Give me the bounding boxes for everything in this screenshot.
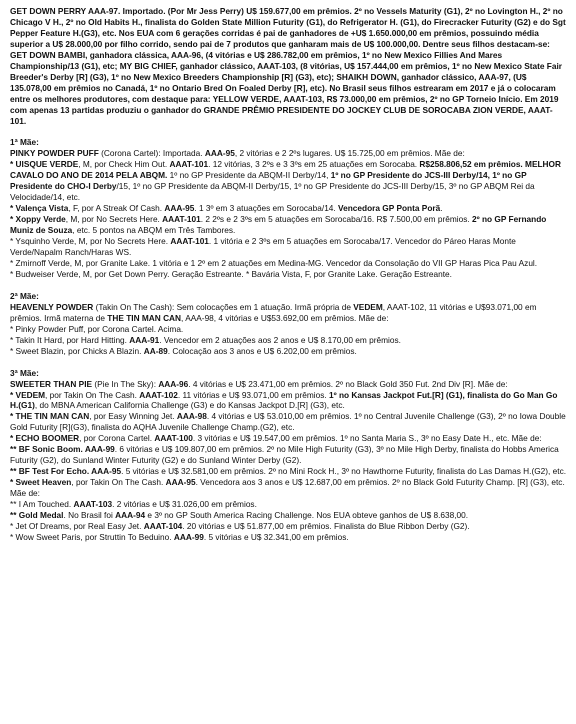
text-run: AAA-91 <box>129 334 160 345</box>
text-run: Vencedora GP Ponta Porã <box>338 203 441 214</box>
text-run: * Sweet Heaven <box>10 477 72 488</box>
offspring-entry <box>10 390 568 412</box>
offspring-entry <box>10 159 568 203</box>
text-run: * Sweet Blazin, por Chicks A Blazin. <box>10 345 144 356</box>
text-run: , por Corona Cartel. <box>79 433 155 444</box>
text-run: * Takin It Hard, por Hard Hitting. <box>10 334 130 345</box>
text-run: , do MBNA American California Challenge (G3) e do Kansas Jackpot D.[R] (G3), etc. <box>34 400 345 411</box>
text-run: . 11 vitórias e U$ 93.071,00 em prêmios. <box>177 389 329 400</box>
text-run: . 20 vitórias e U$ 51.877,00 em prêmios. Finalista do Blue Ribbon Derby (G2). <box>182 520 470 531</box>
text-run: . 4 vitórias e U$ 53.010,00 em prêmios. 1º no Central Juvenile Challenge (G3), 2º no Iowa Double Gold Futurity [R](G3), finalista do AQHA Juvenile Challenge Champ.(G2), etc. <box>10 411 566 433</box>
text-run: (Takin On The Cash): Sem colocações em 1 atuação. Irmã própria de <box>93 301 354 312</box>
text-run: * Zmirnoff Verde, M, por Granite Lake. 1 vitória e 1 2º em 2 atuações em Medina-MG. Vencedor da Consolação do VII GP Haras Pica Pau Azul. <box>10 257 538 268</box>
text-run: AAAT-100 <box>154 433 193 444</box>
offspring-entry <box>10 510 568 521</box>
text-run: AAAT-104 <box>143 520 183 531</box>
text-run: * THE TIN MAN CAN <box>10 411 90 422</box>
text-run: PINKY POWDER PUFF <box>10 148 99 159</box>
text-run: , AAAT-102, 11 vitórias e U$93.071,00 em prêmios. Irmã materna de <box>10 301 537 323</box>
text-run: AAA-96 <box>158 378 189 389</box>
dam-entry <box>10 148 568 159</box>
offspring-entry <box>10 214 568 236</box>
text-run: , M, por Check Him Out. <box>78 159 170 170</box>
text-run: AA-89 <box>143 345 168 356</box>
text-run: (Pie In The Sky): <box>92 378 159 389</box>
text-run: ** BF Test For Echo. AAA-95 <box>10 466 122 477</box>
text-run: . 5 vitórias e U$ 32.581,00 em prêmios. 2º no Mini Rock H., 3º no Hawthorne Futurity, finalista do Las Damas H.(G2), etc. <box>121 466 567 477</box>
offspring-entry <box>10 499 568 510</box>
text-run: AAA-95 <box>165 477 196 488</box>
sire-description: GET DOWN PERRY AAA-97. Importado. (Por Mr Jess Perry) U$ 159.677,00 em prêmios. 2º no Vessels Maturity (G1), 2º no Lovington H., 2º no Chicago V H., 2º no Old Habits H., finalista do Golden State Million Futurity (G1), do Refrigerator H. (G1), do Firecracker Futurity (G2) e do Sgt Pepper Feature H.(G3), etc. Nos EUA com 6 gerações corridas é pai de ganhadores de +U$ 1.650.000,00 em prêmios, possuindo média superior a U$ 28.000,00 por filho corrido, sendo pai de 7 produtos que ganharam mais de U$ 100.000,00. Dentre seus filhos destacam-se: GET DOWN BAMBI, ganhadora clássica, AAA-96, (4 vitórias e U$ 286.782,00 em prêmios, 1º no New Mexico Fillies And Mares Championship/13 (G1), etc; MY BIG CHIEF, ganhador clássico, AAAT-103, (8 vitórias, U$ 157.444,00 em prêmios, 1º no New Mexico State Fair Breeder's Derby [R] (G3), 1º no New Mexico Breeders Championship [R] (G3), etc); SHAIKH DOWN, ganhador clássico, AAA-97, (U$ 135.078,00 em prêmios no Canadá, 1º no Ontario Bred On Foaled Derby [R], etc). No Brasil seus filhos estrearam em 2017 e já o colocaram entre os melhores produtores, com destaque para: YELLOW VERDE, AAAT-103, R$ 73.000,00 em prêmios, 2º no GP Torneio Início. Em 2019 com apenas 13 partidas produziu o ganhador do GRANDE PRÊMIO PRESIDENTE DO JOCKEY CLUB DE SOROCABA ZION VERDE, AAAT-101. <box>10 6 566 126</box>
text-run: . 2 vitórias e U$ 31.026,00 em prêmios. <box>112 499 257 510</box>
text-run: . <box>440 203 443 214</box>
text-run: , M, por No Secrets Here. <box>65 214 163 225</box>
text-run: AAAT-102 <box>139 389 178 400</box>
text-run: 2º no GP Fernando Muniz de Souza <box>10 214 547 236</box>
offspring-entry <box>10 346 568 357</box>
text-run: * Jet Of Dreams, por Real Easy Jet. <box>10 520 144 531</box>
text-run: AAA-95 <box>204 148 235 159</box>
text-run: , por Takin On The Cash. <box>71 477 166 488</box>
offspring-entry <box>10 532 568 543</box>
text-run: . 4 vitórias e U$ 23.471,00 em prêmios. 2º no Black Gold 350 Fut. 2nd Div [R]. Mãe de: <box>188 378 508 389</box>
offspring-entry <box>10 269 568 280</box>
text-run: ** I Am Touched. <box>10 499 74 510</box>
text-run: * Valença Vista <box>10 203 69 214</box>
text-run: , por Takin On The Cash. <box>45 389 140 400</box>
offspring-entry <box>10 324 568 335</box>
offspring-entry <box>10 236 568 258</box>
dam-entry <box>10 379 568 390</box>
text-run: AAA-98 <box>176 411 207 422</box>
text-run: . 2 2ºs e 2 3ºs em 5 atuações em Sorocaba/16. R$ 7.500,00 em prêmios. <box>200 214 472 225</box>
offspring-entry <box>10 433 568 444</box>
section-heading: 1ª Mãe: <box>10 137 39 148</box>
dam-section <box>10 137 568 279</box>
text-run: * ECHO BOOMER <box>10 433 80 444</box>
text-run: , F, por A Streak Of Cash. <box>68 203 165 214</box>
text-run: AAA-94 <box>115 509 146 520</box>
text-run: THE TIN MAN CAN <box>107 312 182 323</box>
text-run: , por Easy Winning Jet. <box>89 411 177 422</box>
offspring-entry <box>10 444 568 466</box>
section-heading: 3ª Mãe: <box>10 367 39 378</box>
text-run: AAAT-101 <box>162 214 201 225</box>
text-run: * VEDEM <box>10 389 46 400</box>
text-run: . 5 vitórias e U$ 32.341,00 em prêmios. <box>203 531 349 542</box>
offspring-entry <box>10 477 568 499</box>
text-run: , 2 vitórias e 2 2ºs lugares. U$ 15.725,00 em prêmios. Mãe de: <box>234 148 465 159</box>
dam-entry <box>10 302 568 324</box>
text-run: * Budweiser Verde, M, por Get Down Perry. Geração Estreante. * Bavária Vista, F, por Granite Lake. Geração Estreante. <box>10 268 452 279</box>
text-run: 1º no GP Presidente da ABQM-II Derby/14, <box>167 170 331 181</box>
section-heading: 2ª Mãe: <box>10 290 39 301</box>
offspring-entry <box>10 203 568 214</box>
text-run: * UISQUE VERDE <box>10 159 79 170</box>
text-run: (Corona Cartel): Importada. <box>98 148 205 159</box>
text-run: e 3º no GP South America Racing Challenge. Nos EUA obteve ganhos de U$ 8.638,00. <box>145 509 469 520</box>
text-run: ** BF Sonic Boom. AAA-99 <box>10 444 115 455</box>
text-run: * Pinky Powder Puff, por Corona Cartel. Acima. <box>10 323 184 334</box>
text-run: * Ysquinho Verde, M, por No Secrets Here. <box>10 236 171 247</box>
text-run: . Colocação aos 3 anos e U$ 6.202,00 em prêmios. <box>167 345 357 356</box>
text-run: , AAA-98, 4 vitórias e U$53.692,00 em prêmios. Mãe de: <box>181 312 389 323</box>
dam-section <box>10 291 568 357</box>
text-run: 1º no GP Presidente do JCS-III Derby/14, 1º no GP Presidente do CHO-I Derby <box>10 170 527 192</box>
offspring-entry <box>10 466 568 477</box>
text-run: . 12 vitórias, 3 2ºs e 3 3ºs em 25 atuações em Sorocaba. <box>208 159 420 170</box>
text-run: VEDEM <box>353 301 383 312</box>
text-run: AAA-95 <box>164 203 195 214</box>
text-run: ** Gold Medal <box>10 509 64 520</box>
text-run: , etc. 5 pontos na ABQM em Três Tambores. <box>72 225 236 236</box>
text-run: HEAVENLY POWDER <box>10 301 94 312</box>
text-run: . No Brasil foi <box>63 509 116 520</box>
text-run: * Xoppy Verde <box>10 214 66 225</box>
dam-sections <box>10 137 568 542</box>
text-run: AAAT-101 <box>169 159 209 170</box>
text-run: 1º no Kansas Jackpot Fut.[R] (G1), finalista do Go Man Go H.(G1) <box>10 389 558 411</box>
offspring-entry <box>10 258 568 269</box>
text-run: SWEETER THAN PIE <box>10 378 93 389</box>
text-run: . Vencedor em 2 atuações aos 2 anos e U$ 8.170,00 em prêmios. <box>159 334 401 345</box>
offspring-entry <box>10 335 568 346</box>
text-run: . Vencedora aos 3 anos e U$ 12.687,00 em prêmios. 2º no Black Gold Futurity Champ. [R] (G3), etc. Mãe de: <box>10 477 565 499</box>
offspring-entry <box>10 521 568 532</box>
offspring-entry <box>10 411 568 433</box>
text-run: * Wow Sweet Paris, por Struttin To Beduino. <box>10 531 174 542</box>
text-run: AAAT-101 <box>170 236 209 247</box>
text-run: AAAT-103 <box>73 499 113 510</box>
text-run: R$258.806,52 em prêmios. MELHOR CAVALO DO ANO DE 2014 PELA ABQM. <box>10 159 561 181</box>
text-run: AAA-99 <box>173 531 204 542</box>
text-run: . 1 vitória e 2 3ºs em 5 atuações em Sorocaba/17. Vencedor do Páreo Haras Monte Verde/Napalm Ranch/Haras WS. <box>10 236 516 258</box>
text-run: . 1 3º em 3 atuações em Sorocaba/14. <box>194 203 339 214</box>
text-run: . 3 vitórias e U$ 19.547,00 em prêmios. 1º no Santa Maria S., 3º no Easy Date H., etc. Mãe de: <box>192 433 542 444</box>
text-run: . 6 vitórias e U$ 109.807,00 em prêmios. 2º no Mile High Futurity (G3), 3º no Mile High Derby, finalista do Hobbs America Futurity (G2), do Sunland Winter Futurity (G2) e do Sunland Winter Derby (G2). <box>10 444 559 466</box>
text-run: /15, 1º no GP Presidente da ABQM-II Derby/15, 1º no GP Presidente do JCS-III Derby/15, 3º no GP ABQM Rei da Velocidade/14, etc. <box>10 181 535 203</box>
dam-section <box>10 368 568 543</box>
